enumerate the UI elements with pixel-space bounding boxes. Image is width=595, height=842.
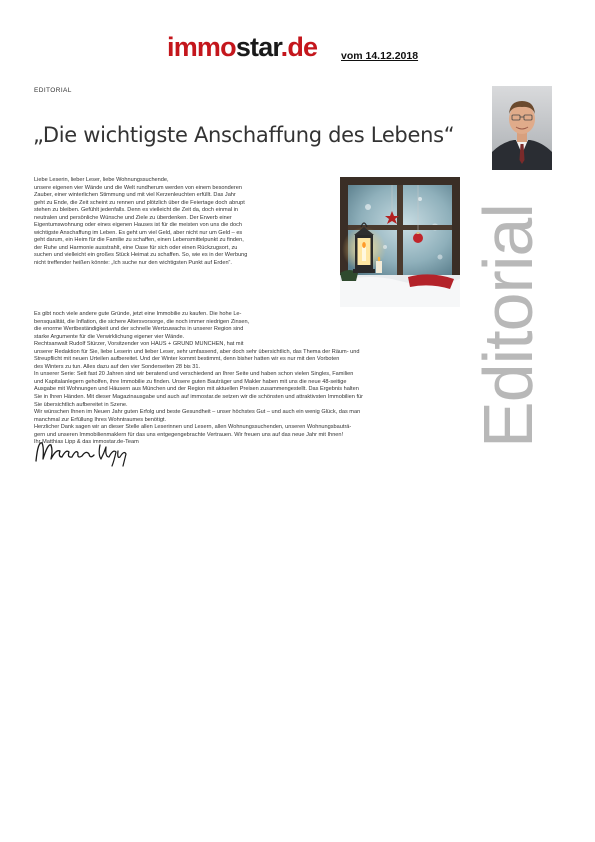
body-line: neutralen und persönliche Wünsche und Ziele zu überdenken. Der Erwerb einer xyxy=(34,214,232,221)
body-line: Es gibt noch viele andere gute Gründe, jetzt eine Immobilie zu kaufen. Die hohe Le- xyxy=(34,311,242,317)
body-line: die enorme Wertbeständigkeit und der schnelle Wertzuwachs in unserer Region sind xyxy=(34,326,244,333)
body-line: Rechtsanwalt Rudolf Stürzer, Vorsitzender von HAUS + GRUND MÜNCHEN, hat mit xyxy=(34,341,244,348)
body-line: geht darum, ein Heim für die Familie zu schaffen, einen Lebensmittelpunkt zu finden, xyxy=(34,237,244,244)
body-line: Herzlicher Dank sagen wir an dieser Stelle allen Leserinnen und Lesern, allen Wohnungssuchenden, unseren Wohnungsbauträ- xyxy=(34,424,352,431)
body-line: suchen und vielleicht ein großes Stück Heimat zu schaffen. So, wie es in der Werbung xyxy=(34,252,248,259)
winter-window-photo xyxy=(340,177,460,307)
author-portrait xyxy=(492,86,552,170)
article-body-main xyxy=(34,311,462,447)
body-line: unserer Redaktion für Sie, liebe Leserin und lieber Leser, sehr umfassend, aber doch sehr übersichtlich, das Thema der Räum- und xyxy=(34,348,360,355)
body-line: Sie übersichtlich aufbereitet in Szene. xyxy=(34,401,128,408)
logo-part-immo: immo xyxy=(167,32,236,62)
body-line: Ausgabe mit Wohnungen und Häusern aus München und der Region mit aktuellen Preisen zusammengestellt. Das Ergebnis halten xyxy=(34,386,359,393)
immostar-logo xyxy=(167,32,317,62)
body-line: und Kapitalanlegern geholfen, ihre Immobilie zu finden. Unsere guten Bauträger und Makler haben mit uns die neue 48-seitige xyxy=(34,378,347,385)
body-line: Wir wünschen Ihnen im Neuen Jahr guten Erfolg und beste Gesundheit – unser höchstes Gut – und auch ein wenig Glück, das man xyxy=(34,409,361,416)
logo-part-de: .de xyxy=(280,32,318,62)
body-line: nicht treffender heißen könnte: „Ich suche nur den wichtigsten Punkt auf Erden“. xyxy=(34,260,232,267)
body-line: starke Argumente für die Verwirklichung eigener vier Wände. xyxy=(34,333,185,340)
body-line: gern und unseren Immobilienmaklern für das uns entgegengebrachte Vertrauen. Wir freuen uns auf das neue Jahr mit Ihnen! xyxy=(34,431,344,438)
body-line: des Winters zu tun. Alles dazu auf den vier Sonderseiten 28 bis 31. xyxy=(34,363,201,370)
signature-image xyxy=(34,435,134,467)
body-line: unsere eigenen vier Wände und die Welt rundherum werden von einem besonderen xyxy=(34,184,242,191)
editorial-side-label: Editorial xyxy=(469,204,547,448)
body-line: Ihr Matthias Lipp & das immostar.de-Team xyxy=(34,439,139,446)
logo-part-star: star xyxy=(235,32,281,62)
body-line: Eigentumswohnung oder eines eigenen Hauses ist für die meisten von uns die doch xyxy=(34,222,243,229)
body-line: geht zu Ende, die Zeit scheint zu rennen und plötzlich über die Feiertage doch abrupt xyxy=(34,199,245,206)
body-line: stehen zu bleiben. Gefühlt jedenfalls. Denn es vielleicht die Zeit da, doch einmal in xyxy=(34,207,238,214)
body-line: Streupflicht mit neuen Urteilen aufbereitet. Und der Winter kommt bestimmt, denn bisher hatten wir es nur mit den Vorboten xyxy=(34,356,340,363)
body-line: wichtigste Anschaffung im Leben. Es geht um viel Geld, aber nicht nur um Geld – es xyxy=(34,229,243,236)
author-portrait-image xyxy=(492,86,552,170)
article-headline: „Die wichtigste Anschaffung des Lebens“ xyxy=(33,123,455,147)
body-line: In unserer Serie: Seit fast 20 Jahren sind wir beratend und verschiedend an Ihrer Seite und haben schon vielen Singles, Familien xyxy=(34,371,354,378)
article-body-intro xyxy=(34,177,334,268)
body-line: bensqualität, die Inflation, die sichere Altersvorsorge, die noch immer niedrigen Zinsen, xyxy=(34,318,250,325)
winter-window-image xyxy=(340,177,460,307)
body-line: Liebe Leserin, lieber Leser, liebe Wohnungssuchende, xyxy=(34,177,169,183)
body-line: Zauber, einer winterlichen Stimmung und mit viel Kerzenleuchten erfüllt. Das Jahr xyxy=(34,192,236,199)
handwritten-signature xyxy=(34,435,134,467)
section-label: EDITORIAL xyxy=(34,87,72,94)
body-line: der Ruhe und Harmonie ausstrahlt, eine Oase für sich oder einen Rückzugsort, zu xyxy=(34,244,238,251)
issue-date: vom 14.12.2018 xyxy=(341,50,419,62)
body-line: manchmal zur Erfüllung Ihres Wohntraumes benötigt. xyxy=(34,416,167,423)
body-line: Sie in Ihren Händen. Mit dieser Magazinausgabe und auch auf immostar.de setzen wir die schönsten und attraktivsten Immobilien für xyxy=(34,394,363,401)
